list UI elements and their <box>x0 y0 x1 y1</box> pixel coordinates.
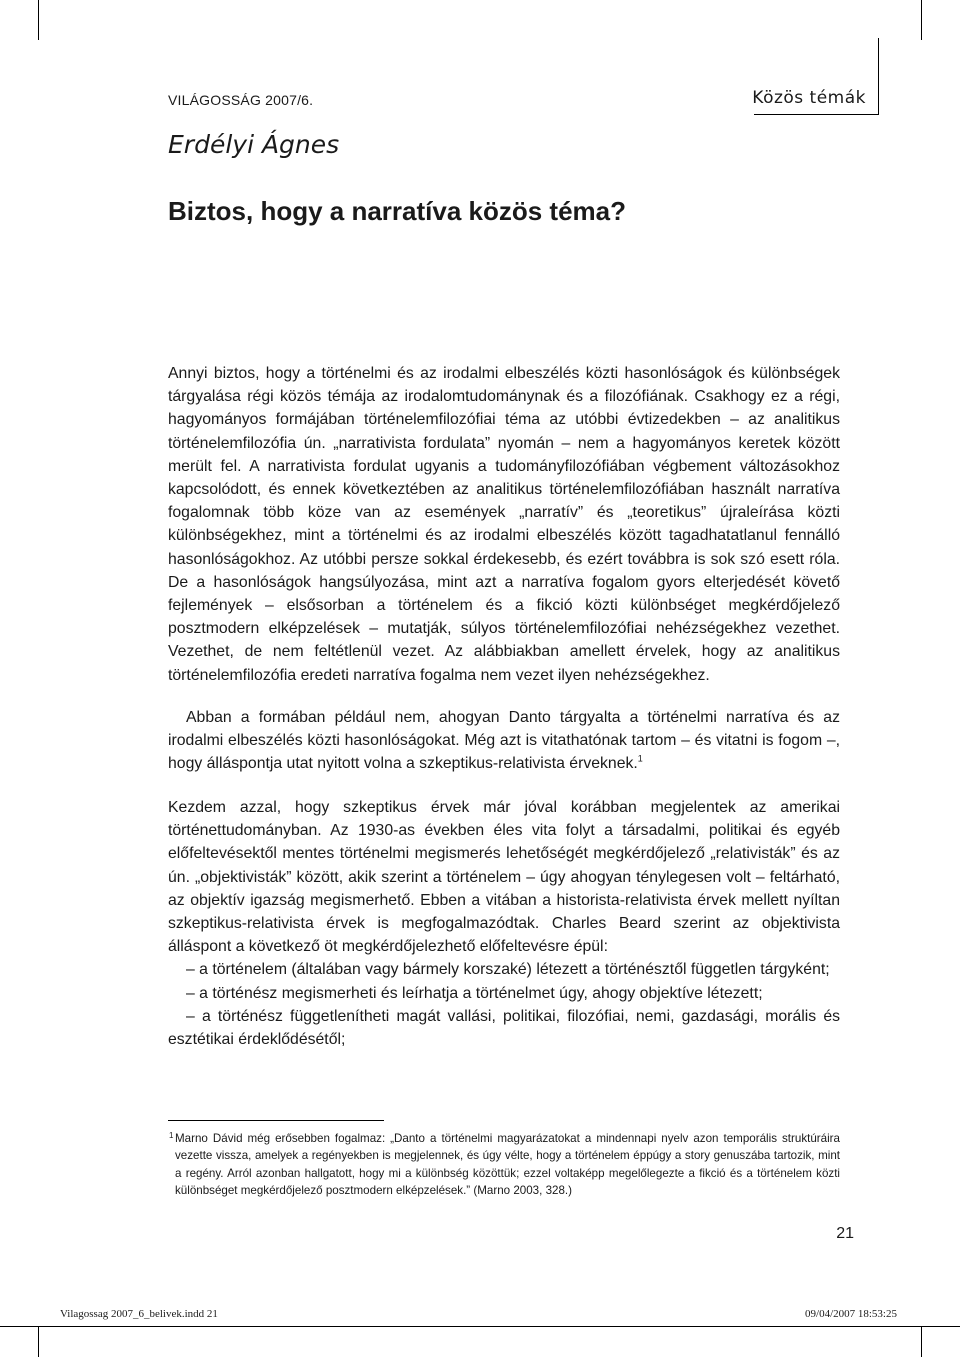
section-header: Közös témák <box>752 88 866 108</box>
footer-rule <box>0 1326 960 1327</box>
footnote-separator <box>168 1120 384 1121</box>
crop-mark-bottom-left <box>38 1327 39 1357</box>
list-item: – a történelem (általában vagy bármely korszaké) létezett a történésztől független tárgyként; <box>186 961 830 979</box>
footnote-text: Marno Dávid még erősebben fogalmaz: „Danto a történelmi magyarázatokat a mindennapi nyelv azon temporális struktúráira vezette vissza, amelyek a regényekben is megjelennek, és úgy vélte, hogy a történelem éppúgy a story genuszába tartozik, mint a regény. Arról azonban hallgatott, hogy mi a különbség közöttük; ezzel voltaképp megelőlegezte a fikció és a történelem közti különbséget megkérdőjelező posztmodern elképzelések.” (Marno 2003, 328.) <box>175 1132 840 1198</box>
article-title: Biztos, hogy a narratíva közös téma? <box>168 196 627 226</box>
paragraph-3-text: Kezdem azzal, hogy szkeptikus érvek már jóval korábban megjelentek az amerikai történettudományban. Az 1930-as években éles vita folyt a társadalmi, politikai és egyéb előfeltevésektől mentes történelmi megismerés lehetőségét megkérdőjelező „relativisták” és az ún. „objektivisták” között, akik szerint a történelem – úgy ahogyan ténylegesen volt – feltárható, az objektív igazság megismerhető. Ebben a vitában a historista-relativista érvek mellett nyíltan szkeptikus-relativista érvek is megfogalmazódtak. Charles Beard szerint az objektivista álláspont a következő öt megkérdőjelezhető előfeltevésre épül: <box>168 799 840 956</box>
list-item: – a történész függetlenítheti magát vallási, politikai, filozófiai, nemi, gazdasági, morális és esztétikai érdeklődésétől; <box>168 1007 840 1049</box>
footnote <box>169 1130 840 1200</box>
footnote-reference[interactable]: 1 <box>637 754 643 765</box>
crop-mark-bottom-right <box>921 1327 922 1357</box>
journal-header: VILÁGOSSÁG 2007/6. <box>168 92 314 108</box>
paragraph-1-text: Annyi biztos, hogy a történelmi és az irodalmi elbeszélés közti hasonlóságok és különbségek tárgyalása régi közös témája az irodalomtudománynak és a filozófiának. Csakhogy ez a régi, hagyományos formájában történelemfilozófiai téma az utóbbi évtizedekben – az analitikus történelemfilozófia ún. „narrativista fordulata” nyomán – nem a hagyományos keretek között merült fel. A narrativista fordulat ugyanis a tudományfilozófiában végbement változásokhoz kapcsolódott, és ennek következtében az analitikus történelemfilozófiában használt narratíva fogalomnak több köze van az események „narratív” és „teoretikus” újraleírása közti különbségekhez, mint a történelmi és az irodalmi elbeszélés között tagadhatatlanul fennálló hasonlóságokhoz. Az utóbbi persze sokkal érdekesebb, és ezért továbbra is sok szó esett róla. De a hasonlóságok hangsúlyozása, mint azt a narratíva fogalom gyors elterjedését követő fejlemények – elsősorban a történelem és a fikció közti különbséget megkérdőjelező posztmodern elképzelések – mutatják, súlyos történelemfilozófiai nehézségekhez vezethet. Vezethet, de nem feltétlenül vezet. Az alábbiakban amellett érvelek, hogy az analitikus történelemfilozófia eredeti narratíva fogalma nem vezet ilyen nehézségekhez. <box>168 365 840 684</box>
paragraph-2-text: Abban a formában például nem, ahogyan Danto tárgyalta a történelmi narratíva és az irodalmi elbeszélés közti hasonlóságokat. Még azt is vitathatónak tartom – és vitatni is fogom –, hogy álláspontja utat nyitott volna a szkeptikus-relativista érveknek. <box>168 709 840 773</box>
paragraph-3 <box>168 796 840 1051</box>
paragraph-2 <box>168 706 840 776</box>
paragraph-2-body <box>168 706 840 776</box>
print-footer-file: Vilagossag 2007_6_belivek.indd 21 <box>60 1308 218 1320</box>
author-name: Erdélyi Ágnes <box>168 130 340 159</box>
page-number: 21 <box>836 1225 854 1242</box>
header-rule <box>754 114 878 115</box>
list-item: – a történész megismerheti és leírhatja a történelmet úgy, ahogy objektíve létezett; <box>186 984 763 1002</box>
print-footer-timestamp: 09/04/2007 18:53:25 <box>805 1308 897 1320</box>
crop-mark-top-left <box>38 0 39 40</box>
crop-mark-top-right <box>921 0 922 40</box>
header-vertical-rule <box>878 38 879 115</box>
footnote-mark: 1 <box>169 1131 174 1140</box>
paragraph-1 <box>168 362 840 687</box>
